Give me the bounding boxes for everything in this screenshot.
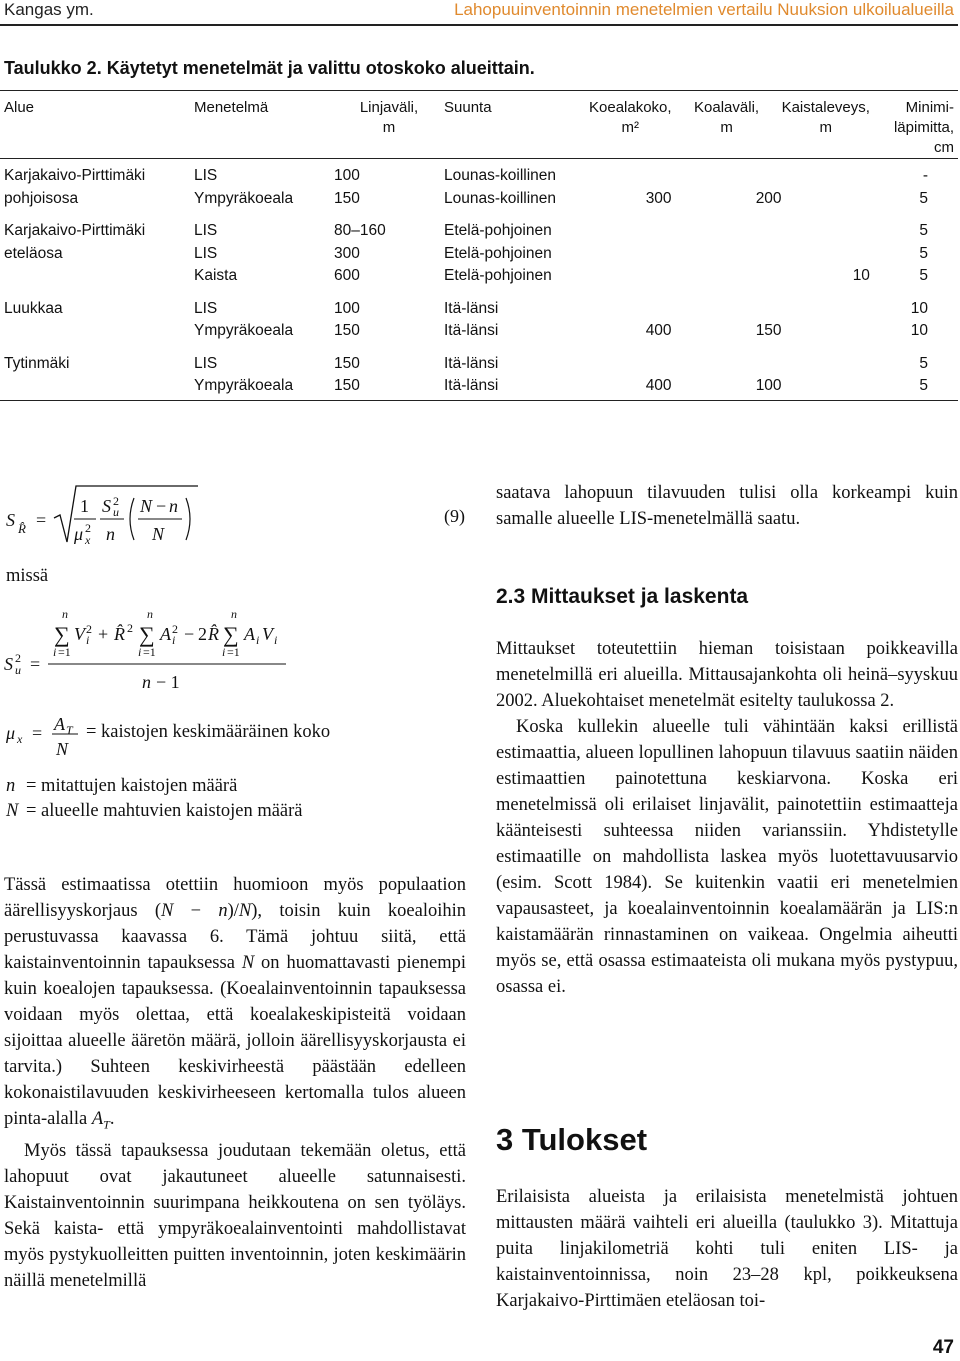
cell-menetelma: LIS (194, 354, 218, 372)
section-heading-2-3: 2.3 Mittaukset ja laskenta (496, 585, 749, 608)
right-body-text-2 (496, 1184, 958, 1314)
cell-suunta: Etelä-pohjoinen (444, 244, 552, 262)
header-koalavali (672, 98, 782, 159)
cell-menetelma: LIS (194, 167, 218, 184)
svg-text:μ: μ (74, 524, 84, 544)
cell-koealakoko: 400 (645, 377, 672, 394)
svg-text:2: 2 (127, 621, 133, 635)
svg-text:− 1: − 1 (156, 672, 180, 692)
cell-koalavali: 100 (755, 377, 782, 394)
table-row (0, 210, 958, 243)
svg-text:∑: ∑ (223, 622, 239, 647)
table-row (0, 320, 958, 343)
table-row (0, 375, 958, 398)
missa-label: missä (6, 566, 49, 586)
methods-table (0, 98, 958, 398)
text-run: . (109, 1109, 115, 1129)
cell-linjavali: 80–160 (334, 222, 386, 239)
cell-koalavali (672, 165, 782, 188)
cell-suunta: Etelä-pohjoinen (444, 222, 552, 239)
cell-koalavali (672, 243, 782, 266)
cell-menetelma: Ympyräkoeala (194, 322, 294, 339)
cell-kaistaleveys (782, 165, 870, 188)
running-header-title: Lahopuuinventoinnin menetelmien vertailu Nuuksion ulkoilualueilla (454, 0, 954, 19)
header-unit: läpimitta, cm (893, 119, 954, 156)
svg-text:u: u (15, 663, 21, 677)
cell-linjavali: 150 (334, 322, 360, 339)
math-inline: N (238, 901, 252, 921)
cell-koealakoko: 400 (645, 322, 672, 339)
svg-text:S: S (6, 510, 15, 530)
table-row (0, 165, 958, 188)
svg-text:n: n (62, 607, 68, 621)
cell-koalavali (672, 210, 782, 243)
header-unit: m² (621, 119, 640, 136)
page-number: 47 (932, 1337, 954, 1358)
svg-text:n: n (147, 607, 153, 621)
cell-suunta: Itä-länsi (444, 354, 499, 372)
svg-text:2: 2 (198, 624, 207, 644)
svg-text:2: 2 (86, 622, 92, 636)
cell-lapimitta: 5 (919, 222, 928, 239)
svg-text:R̂: R̂ (208, 624, 219, 644)
svg-text:x: x (17, 732, 23, 746)
svg-text:i: i (172, 633, 176, 647)
svg-text:i: i (222, 645, 226, 659)
cell-koealakoko (589, 288, 672, 321)
equation-9 (6, 478, 476, 558)
cell-koealakoko (589, 210, 672, 243)
svg-text:∑: ∑ (54, 622, 70, 647)
cell-alue (0, 375, 194, 398)
header-unit: m (819, 119, 832, 136)
cell-lapimitta: 5 (919, 377, 928, 394)
right-intro-text: saatava lahopuun tilavuuden tulisi olla korkeampi kuin samalle alueelle LIS-menetelmällä saatu. (496, 483, 958, 529)
cell-linjavali: 100 (334, 167, 360, 184)
svg-text:2: 2 (85, 521, 91, 535)
svg-text:i: i (256, 633, 260, 647)
cell-koalavali (672, 343, 782, 376)
cell-alue (0, 320, 194, 343)
svg-text:i: i (53, 645, 57, 659)
svg-text:i: i (86, 633, 90, 647)
n-definition (6, 776, 237, 797)
svg-text:2: 2 (15, 651, 21, 665)
cell-kaistaleveys (782, 243, 870, 266)
svg-text:=1: =1 (58, 645, 71, 659)
cell-alue: Karjakaivo-Pirttimäki (4, 222, 146, 239)
cell-linjavali: 150 (334, 354, 360, 372)
header-alue (0, 98, 194, 159)
table-bottom-rule (0, 400, 958, 401)
table-row (0, 188, 958, 211)
svg-text:2: 2 (172, 622, 178, 636)
cell-menetelma: LIS (194, 222, 218, 239)
svg-text:R̂: R̂ (114, 624, 125, 644)
cell-menetelma: LIS (194, 299, 218, 317)
cell-koealakoko (589, 343, 672, 376)
text-run: ), toisin kuin koealoihin perustuvassa kaavassa 6. Tämä johtuu siitä, että kaistainventoinnin tapauksessa (4, 901, 466, 973)
table-row (0, 288, 958, 321)
n-definition-text: = mitattujen kaistojen määrä (26, 776, 238, 796)
svg-text:u: u (113, 505, 119, 519)
header-rule (0, 24, 958, 26)
running-header-authors: Kangas ym. (4, 0, 94, 19)
svg-text:N: N (140, 496, 153, 516)
svg-text:+: + (98, 624, 109, 644)
cell-lapimitta: 10 (910, 322, 928, 339)
N-definition-text: = alueelle mahtuvien kaistojen määrä (26, 801, 303, 821)
svg-text:x: x (85, 533, 91, 547)
cell-alue: Luukkaa (4, 299, 63, 317)
svg-text:=: = (32, 723, 43, 743)
cell-linjavali: 100 (334, 299, 360, 317)
cell-lapimitta: 5 (919, 244, 928, 262)
header-koealakoko (589, 98, 672, 159)
cell-alue (0, 265, 194, 288)
cell-koalavali: 200 (755, 189, 782, 207)
svg-text:μ: μ (6, 723, 16, 743)
text-run: on huomattavasti pienempi kuin koealojen tapauksessa. (Koealainventoinnin tapauksessa voidaan myös olettaa, että koealakeskipisteitä voidaan sijoittaa alueelle ääretön määrä, jolloin äärellisyyskorjausta ei tarvita.) Suhteen keskivirheestä päästään edelleen kokonaistilavuuden keskivirheeseen kertomalla tulos alueen pinta-alalla (4, 953, 466, 1129)
cell-koalavali: 150 (755, 322, 782, 339)
cell-suunta: Lounas-koillinen (444, 189, 557, 207)
cell-menetelma: Ympyräkoeala (194, 377, 294, 394)
header-label: Koalaväli, (694, 99, 760, 116)
cell-suunta: Itä-länsi (444, 377, 499, 394)
math-inline: n (218, 901, 228, 921)
cell-kaistaleveys (782, 320, 870, 343)
cell-linjavali: 150 (334, 377, 360, 394)
svg-text:N: N (152, 524, 165, 544)
cell-lapimitta: 10 (910, 299, 928, 317)
svg-text:i: i (274, 633, 278, 647)
math-inline: $A_T$ (91, 1109, 110, 1132)
cell-lapimitta: 5 (919, 354, 928, 372)
svg-text:2: 2 (113, 494, 119, 508)
svg-text:A: A (244, 624, 255, 644)
header-label: Kaistaleveys, (781, 99, 870, 116)
right-paragraph-1: Mittaukset toteutettiin hieman toisistaan poikkeavilla menetelmillä eri alueilla. Mittausajankohta oli heinä–syyskuu 2002. Aluekohtaiset menetelmät esitelty taulukossa 2. (496, 639, 958, 711)
svg-text:=1: =1 (143, 645, 156, 659)
svg-text:∑: ∑ (139, 622, 155, 647)
N-definition (6, 801, 303, 822)
cell-alue: Tytinmäki (4, 354, 70, 372)
cell-alue: eteläosa (4, 244, 63, 262)
left-paragraph-1: Tässä estimaatissa otettiin huomioon myös populaation äärellisyyskorjaus (N − n)/N), toisin kuin koealoihin perustuvassa kaavassa 6. Tämä johtuu siitä, että kaistainventoinnin tapauksessa N on huomattavasti pienempi kuin koealojen tapauksessa. (Koealainventoinnin tapauksessa voidaan myös olettaa, että koealakeskipisteitä voidaan sijoittaa alueelle ääretön määrä, jolloin äärellisyyskorjausta ei tarvita.) Suhteen keskivirheestä päästään edelleen kokonaistilavuuden keskivirheeseen kertomalla tulos alueen pinta-alalla $A_T$. (4, 875, 466, 1132)
svg-text:A: A (54, 714, 65, 734)
header-minimilapimitta (870, 98, 958, 159)
header-label: Minimi- (905, 99, 954, 116)
header-linjavali (334, 98, 444, 159)
svg-text:S: S (102, 496, 111, 516)
math-inline: N (241, 953, 255, 973)
su-squared-formula (4, 604, 294, 700)
svg-text:V: V (74, 624, 85, 644)
cell-linjavali: 600 (334, 267, 360, 284)
cell-koealakoko (589, 165, 672, 188)
cell-kaistaleveys (782, 188, 870, 211)
text-run: Tässä estimaatissa otettiin huomioon myös populaation äärellisyyskorjaus ( (4, 875, 466, 921)
header-menetelma (194, 98, 334, 159)
svg-text:R̂: R̂ (18, 521, 26, 536)
equation-9-formula (6, 478, 206, 556)
mu-definition-text: = kaistojen keskimääräinen koko (86, 722, 331, 742)
header-kaistaleveys (782, 98, 870, 159)
cell-lapimitta: 5 (919, 189, 928, 207)
svg-text:n: n (169, 496, 178, 516)
svg-text:i: i (138, 645, 142, 659)
table-caption: Taulukko 2. Käytetyt menetelmät ja valittu otoskoko alueittain. (4, 58, 535, 78)
svg-text:n: n (106, 524, 115, 544)
header-suunta (444, 98, 589, 159)
header-unit: m (382, 119, 396, 136)
table-top-rule (0, 90, 958, 91)
svg-text:1: 1 (80, 496, 89, 516)
header-label: Linjaväli, (359, 99, 419, 116)
right-body-text (496, 636, 958, 1000)
cell-suunta: Etelä-pohjoinen (444, 267, 552, 284)
math-inline: N (161, 901, 174, 921)
cell-menetelma: LIS (194, 244, 218, 262)
mu-formula (6, 712, 86, 764)
section-heading-3: 3 Tulokset (496, 1122, 648, 1157)
equation-number: (9) (444, 506, 465, 526)
symbol-n: n (6, 776, 16, 796)
svg-text:=: = (36, 510, 47, 530)
svg-text:N: N (56, 739, 69, 759)
header-label: Koealakoko, (589, 99, 672, 116)
cell-kaistaleveys: 10 (852, 267, 870, 284)
cell-suunta: Itä-länsi (444, 322, 499, 339)
cell-koalavali (672, 265, 782, 288)
cell-suunta: Itä-länsi (444, 299, 499, 317)
svg-text:n: n (142, 672, 151, 692)
cell-kaistaleveys (782, 343, 870, 376)
cell-lapimitta: - (922, 167, 928, 184)
cell-kaistaleveys (782, 375, 870, 398)
header-label: Alue (4, 99, 35, 116)
header-label: Suunta (444, 99, 492, 116)
table-header-row (0, 98, 958, 159)
header-label: Menetelmä (194, 99, 269, 116)
cell-alue: Karjakaivo-Pirttimäki (4, 167, 146, 184)
table-row (0, 243, 958, 266)
cell-kaistaleveys (782, 210, 870, 243)
cell-koalavali (672, 288, 782, 321)
svg-text:S: S (4, 654, 13, 674)
svg-text:=: = (30, 654, 41, 674)
left-body-text (4, 872, 466, 1294)
cell-lapimitta: 5 (919, 267, 928, 284)
cell-linjavali: 150 (334, 189, 360, 207)
header-unit: m (720, 119, 733, 136)
cell-koealakoko: 300 (645, 189, 672, 207)
cell-menetelma: Ympyräkoeala (194, 189, 294, 207)
right-paragraph-3: Erilaisista alueista ja erilaisista menetelmistä johtuen mittausten määrä vaihteli eri alueilla (taulukko 3). Mitattuja puita linjakilometriä kohti tuli eniten LIS- ja kaistainventoinnissa, noin 23–28 kpl, poikkeuksena Karjakaivo-Pirttimäen eteläosan toi- (496, 1187, 958, 1311)
cell-alue: pohjoisosa (4, 189, 79, 207)
svg-text:A: A (160, 624, 171, 644)
svg-text:n: n (231, 607, 237, 621)
right-paragraph-2: Koska kullekin alueelle tuli vähintään kaksi erillistä estimaattia, alueen lopullinen lahopuun tilavuus saatiin näiden estimaattien painotettuna keskiarvona. Koska eri menetelmissä oli erilaiset linjavälit, painotettiin estimaatteja käänteisesti suhteessa niiden varianssiin. Yhdistetylle estimaatille on mahdollista laskea myös luotettavuusarvio (esim. Scott 1984). Se kuitenkin vaatii eri menetelmien vapausasteet, ja koealainventoinnin koealamäärän ja LIS:n kaistamäärän rinnastaminen on vaikeaa. Ongelmia aiheutti myös se, että osassa estimaateista oli mukana myös pystypuu, osassa ei. (496, 717, 958, 997)
cell-kaistaleveys (782, 288, 870, 321)
svg-text:−: − (156, 496, 167, 516)
svg-text:V: V (262, 624, 273, 644)
left-paragraph-2: Myös tässä tapauksessa joudutaan tekemään oletus, että lahopuut ovat jakautuneet alueelle satunnaisesti. Kaistainventoinnin suurimpana heikkoutena on sen työläys. Sekä kaista- että ympyräkoealainventointi mahdollistavat myös pystykuolleitten puitten inventoinnin, joten keskimäärin näillä menetelmillä (4, 1140, 466, 1291)
cell-koealakoko (589, 243, 672, 266)
cell-linjavali: 300 (334, 244, 360, 262)
svg-text:=1: =1 (227, 645, 240, 659)
svg-text:−: − (184, 624, 195, 644)
table-row (0, 343, 958, 376)
symbol-N: N (6, 801, 19, 821)
table-row (0, 265, 958, 288)
cell-menetelma: Kaista (194, 267, 238, 284)
svg-text:T: T (66, 723, 73, 737)
cell-suunta: Lounas-koillinen (444, 167, 557, 184)
cell-koealakoko (589, 265, 672, 288)
